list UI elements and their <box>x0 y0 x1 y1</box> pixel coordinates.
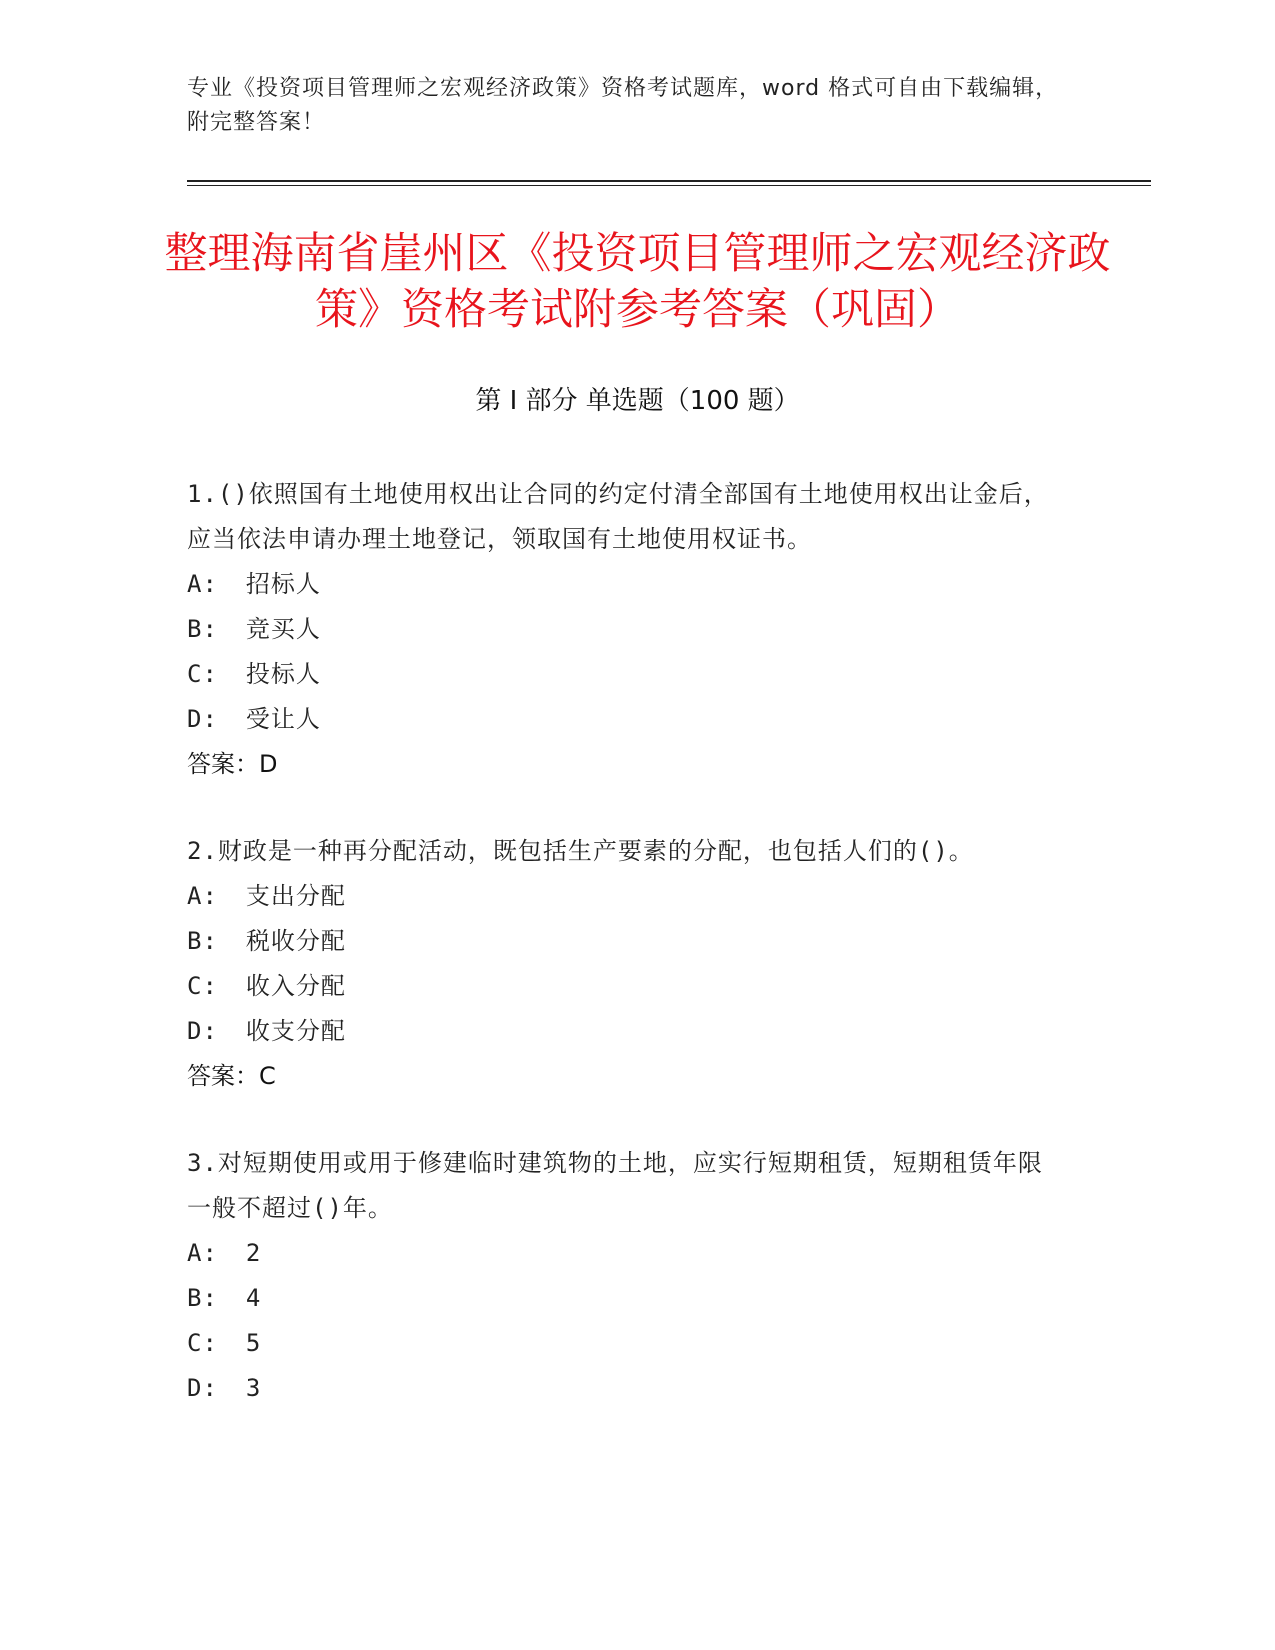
option-key: C: <box>187 1329 218 1357</box>
question-stem: 3.对短期使用或用于修建临时建筑物的土地，应实行短期租赁，短期租赁年限一般不超过()年。 <box>187 1149 1043 1222</box>
question-list <box>187 472 1067 1453</box>
question-3 <box>187 1141 1067 1411</box>
option-text: 税收分配 <box>245 927 346 955</box>
option-text: 支出分配 <box>245 882 346 910</box>
header-rule-thick <box>187 180 1151 182</box>
option-d <box>187 1009 1067 1054</box>
header-note: 专业《投资项目管理师之宏观经济政策》资格考试题库，word 格式可自由下载编辑，附完整答案！ <box>187 76 1059 135</box>
option-key: C: <box>187 972 218 1000</box>
option-d <box>187 1366 1067 1411</box>
option-key: D: <box>187 705 218 733</box>
answer-line: 答案：C <box>187 1062 276 1090</box>
option-key: A: <box>187 882 218 910</box>
option-c <box>187 964 1067 1009</box>
option-text: 竞买人 <box>245 615 321 643</box>
option-text: 收入分配 <box>245 972 346 1000</box>
option-key: B: <box>187 615 218 643</box>
option-b <box>187 1276 1067 1321</box>
option-b <box>187 919 1067 964</box>
answer-line: 答案：D <box>187 750 278 778</box>
header-rule-thin <box>187 185 1151 186</box>
option-key: D: <box>187 1374 218 1402</box>
question-2 <box>187 829 1067 1099</box>
question-1 <box>187 472 1067 787</box>
option-a <box>187 874 1067 919</box>
option-a <box>187 562 1067 607</box>
option-key: A: <box>187 570 218 598</box>
option-key: C: <box>187 660 218 688</box>
section-title: 第 I 部分 单选题（100 题） <box>475 386 800 416</box>
option-c <box>187 652 1067 697</box>
option-key: B: <box>187 1284 218 1312</box>
option-text: 2 <box>245 1239 262 1267</box>
option-key: A: <box>187 1239 218 1267</box>
question-stem: 2.财政是一种再分配活动，既包括生产要素的分配，也包括人们的()。 <box>187 837 974 865</box>
option-b <box>187 607 1067 652</box>
option-key: D: <box>187 1017 218 1045</box>
option-d <box>187 697 1067 742</box>
option-c <box>187 1321 1067 1366</box>
option-text: 4 <box>245 1284 262 1312</box>
option-key: B: <box>187 927 218 955</box>
document-title: 整理海南省崖州区《投资项目管理师之宏观经济政策》资格考试附参考答案（巩固） <box>164 229 1111 335</box>
option-text: 5 <box>245 1329 262 1357</box>
option-text: 投标人 <box>245 660 321 688</box>
option-text: 收支分配 <box>245 1017 346 1045</box>
option-text: 3 <box>245 1374 262 1402</box>
question-stem: 1.()依照国有土地使用权出让合同的约定付清全部国有土地使用权出让金后，应当依法申请办理土地登记，领取国有土地使用权证书。 <box>187 480 1049 553</box>
option-text: 受让人 <box>245 705 321 733</box>
option-a <box>187 1231 1067 1276</box>
option-text: 招标人 <box>245 570 321 598</box>
